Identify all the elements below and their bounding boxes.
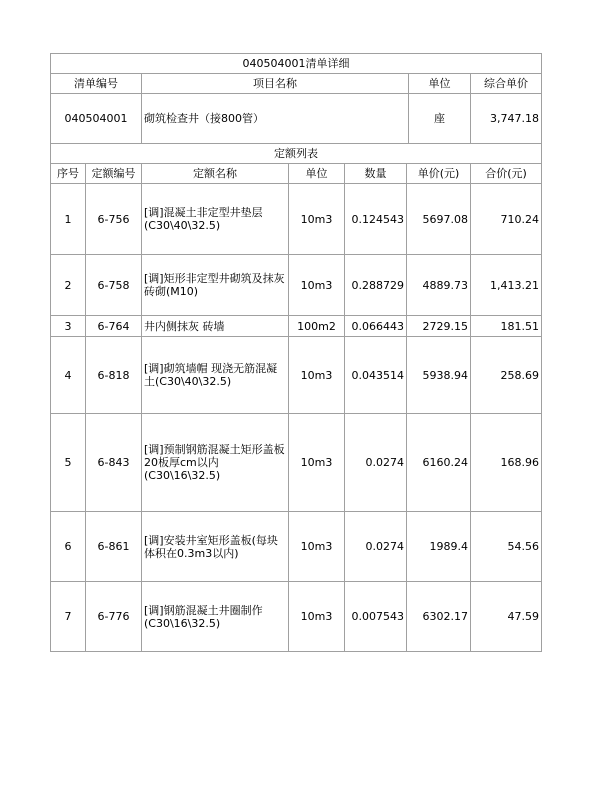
bill-table	[50, 53, 542, 144]
table-row	[51, 512, 542, 582]
row-code: 6-764	[86, 316, 142, 337]
row-unit: 10m3	[289, 184, 345, 255]
quota-table	[50, 143, 542, 652]
header-quota-code: 定额编号	[86, 164, 142, 184]
row-code: 6-861	[86, 512, 142, 582]
row-code: 6-758	[86, 255, 142, 316]
page-title: 040504001清单详细	[51, 54, 542, 74]
row-total: 258.69	[471, 337, 542, 414]
row-total: 1,413.21	[471, 255, 542, 316]
row-name: [调]预制钢筋混凝土矩形盖板20板厚cm以内(C30\16\32.5)	[142, 414, 289, 512]
bill-name: 砌筑检查井（接800管）	[142, 94, 409, 144]
row-name: [调]钢筋混凝土井圈制作(C30\16\32.5)	[142, 582, 289, 652]
quota-list-title: 定额列表	[51, 144, 542, 164]
header-price: 单价(元)	[407, 164, 471, 184]
row-qty: 0.0274	[345, 512, 407, 582]
row-no: 1	[51, 184, 86, 255]
row-total: 54.56	[471, 512, 542, 582]
row-unit: 10m3	[289, 337, 345, 414]
row-total: 168.96	[471, 414, 542, 512]
row-total: 181.51	[471, 316, 542, 337]
table-row	[51, 316, 542, 337]
row-qty: 0.288729	[345, 255, 407, 316]
row-no: 2	[51, 255, 86, 316]
row-price: 6302.17	[407, 582, 471, 652]
header-unit: 单位	[409, 74, 471, 94]
row-unit: 10m3	[289, 414, 345, 512]
table-row	[51, 184, 542, 255]
row-name: [调]砌筑墙帽 现浇无筋混凝土(C30\40\32.5)	[142, 337, 289, 414]
row-name: [调]混凝土非定型井垫层(C30\40\32.5)	[142, 184, 289, 255]
row-name: [调]安装井室矩形盖板(每块体积在0.3m3以内)	[142, 512, 289, 582]
table-row	[51, 582, 542, 652]
row-unit: 100m2	[289, 316, 345, 337]
row-no: 3	[51, 316, 86, 337]
row-name: [调]矩形非定型井砌筑及抹灰 砖砌(M10)	[142, 255, 289, 316]
row-qty: 0.0274	[345, 414, 407, 512]
row-total: 47.59	[471, 582, 542, 652]
row-name: 井内侧抹灰 砖墙	[142, 316, 289, 337]
row-unit: 10m3	[289, 512, 345, 582]
header-quota-unit: 单位	[289, 164, 345, 184]
header-total: 合价(元)	[471, 164, 542, 184]
row-code: 6-756	[86, 184, 142, 255]
table-row	[51, 337, 542, 414]
header-quota-name: 定额名称	[142, 164, 289, 184]
bill-unit: 座	[409, 94, 471, 144]
row-qty: 0.043514	[345, 337, 407, 414]
row-code: 6-776	[86, 582, 142, 652]
row-qty: 0.124543	[345, 184, 407, 255]
bill-price: 3,747.18	[471, 94, 542, 144]
row-no: 4	[51, 337, 86, 414]
table-row	[51, 255, 542, 316]
header-bill-code: 清单编号	[51, 74, 142, 94]
row-code: 6-818	[86, 337, 142, 414]
header-quantity: 数量	[345, 164, 407, 184]
table-row	[51, 414, 542, 512]
row-no: 5	[51, 414, 86, 512]
row-price: 1989.4	[407, 512, 471, 582]
row-price: 5938.94	[407, 337, 471, 414]
row-price: 6160.24	[407, 414, 471, 512]
row-unit: 10m3	[289, 255, 345, 316]
row-price: 5697.08	[407, 184, 471, 255]
header-item-name: 项目名称	[142, 74, 409, 94]
row-code: 6-843	[86, 414, 142, 512]
row-unit: 10m3	[289, 582, 345, 652]
bill-code: 040504001	[51, 94, 142, 144]
row-price: 4889.73	[407, 255, 471, 316]
row-total: 710.24	[471, 184, 542, 255]
row-price: 2729.15	[407, 316, 471, 337]
row-no: 7	[51, 582, 86, 652]
row-qty: 0.007543	[345, 582, 407, 652]
row-no: 6	[51, 512, 86, 582]
header-unit-price: 综合单价	[471, 74, 542, 94]
header-no: 序号	[51, 164, 86, 184]
row-qty: 0.066443	[345, 316, 407, 337]
